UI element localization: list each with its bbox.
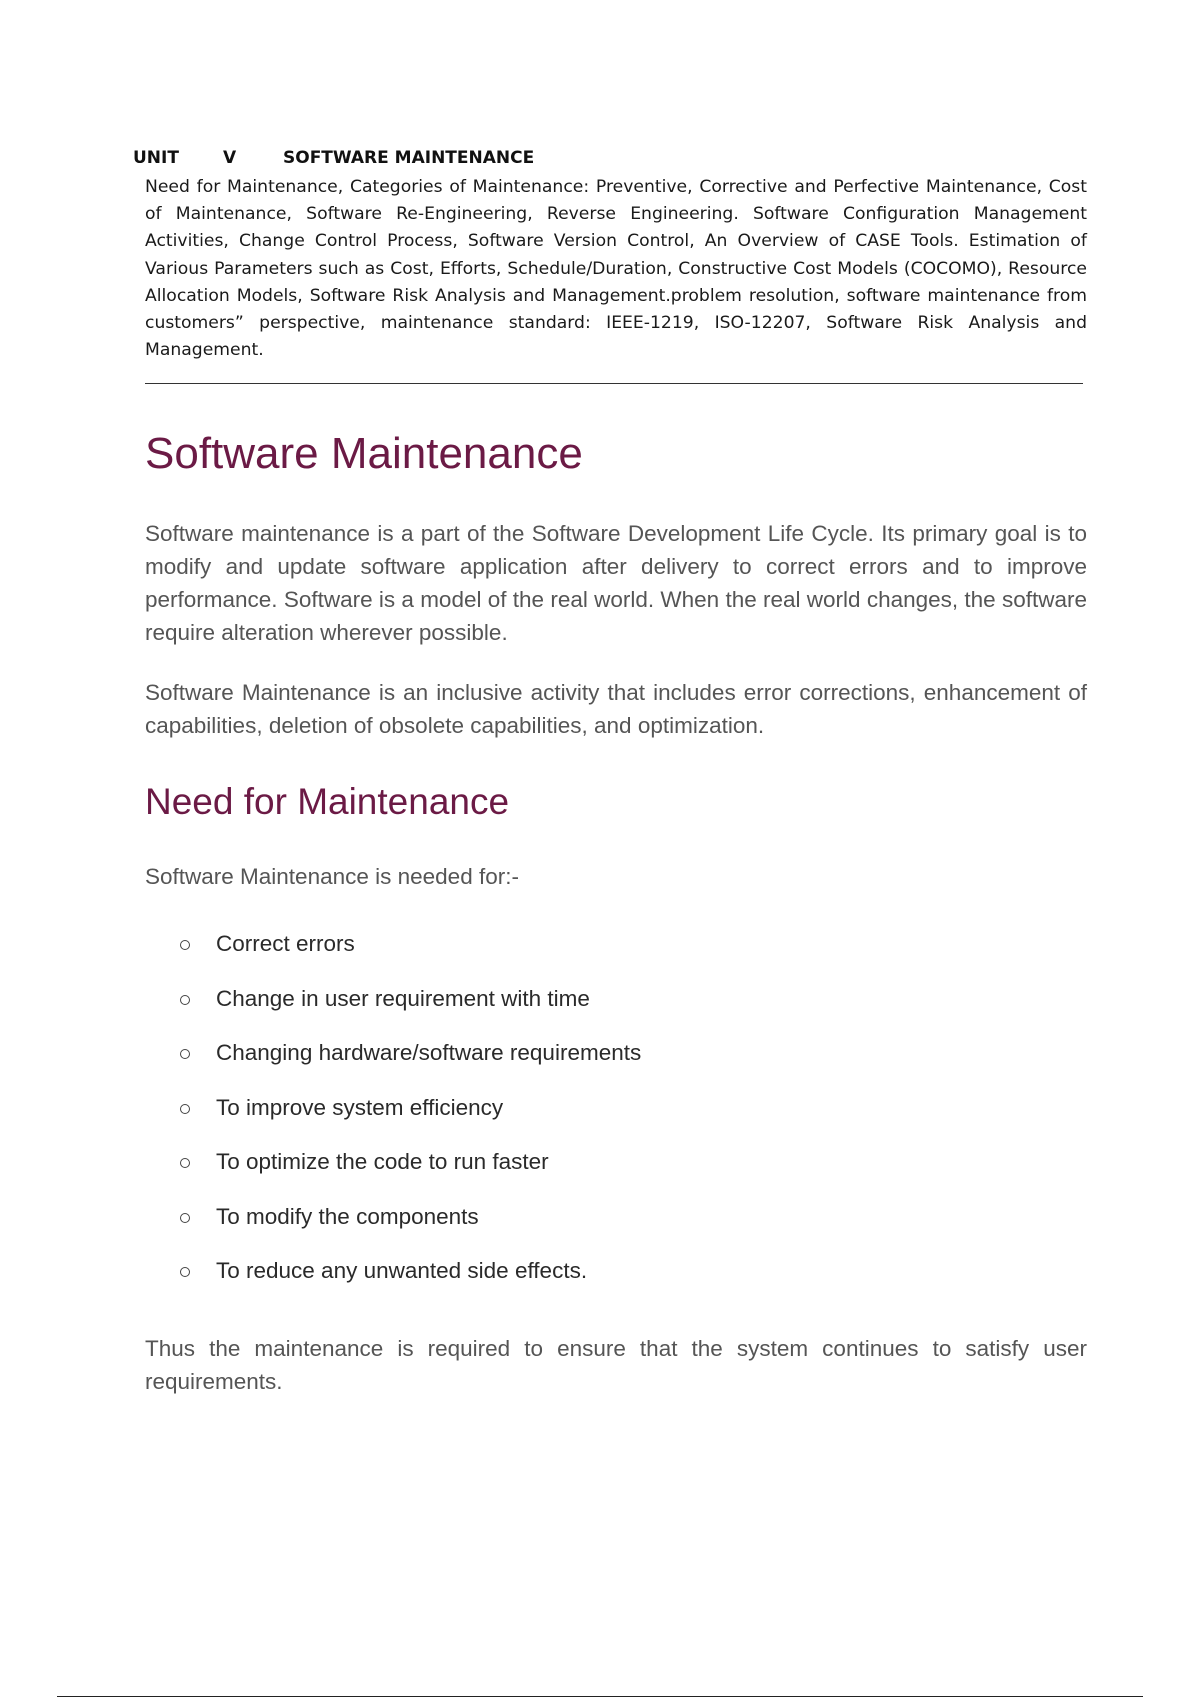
list-item (180, 1036, 641, 1091)
conclusion-paragraph: Thus the maintenance is required to ensure that the system continues to satisfy user requirements. (145, 1336, 1087, 1394)
top-divider (145, 383, 1083, 384)
list-item (180, 1200, 641, 1255)
unit-header (133, 148, 534, 168)
activity-paragraph: Software Maintenance is an inclusive activity that includes error corrections, enhancement of capabilities, deletion of obsolete capabilities, and optimization. (145, 680, 1087, 738)
list-item (180, 927, 641, 982)
definition-paragraph: Software maintenance is a part of the Software Development Life Cycle. Its primary goal is to modify and update software application after delivery to correct errors and to improve performance. Software is a model of the real world. When the real world changes, the software require alteration wherever possible. (145, 521, 1087, 645)
circle-bullet-icon (180, 1213, 190, 1223)
circle-bullet-icon (180, 1267, 190, 1277)
list-item-text: Correct errors (216, 931, 355, 956)
bottom-divider (57, 1696, 1143, 1697)
unit-number: V (223, 148, 237, 168)
list-item (180, 1091, 641, 1146)
section-heading-need-for-maintenance: Need for Maintenance (145, 781, 510, 822)
list-item-text: To modify the components (216, 1203, 479, 1229)
list-item (180, 1254, 641, 1309)
circle-bullet-icon (180, 1158, 190, 1168)
section-heading-software-maintenance: Software Maintenance (145, 429, 583, 478)
syllabus-text: Need for Maintenance, Categories of Maintenance: Preventive, Corrective and Perfective Maintenance, Cost of Maintenance, Software Re-Engineering, Reverse Engineering. Software Configuration Management Activities, Change Control Process, Software Version Control, An Overview of CASE Tools. Estimation of Various Parameters such as Cost, Efforts, Schedule/Duration, Constructive Cost Models (COCOMO), Resource Allocation Models, Software Risk Analysis and Management.problem resolution, software maintenance from customers” perspective, maintenance standard: IEEE-1219, ISO-12207, Software Risk Analysis and Management. (145, 177, 1087, 361)
circle-bullet-icon (180, 995, 190, 1005)
unit-title: SOFTWARE MAINTENANCE (283, 148, 535, 168)
circle-bullet-icon (180, 1049, 190, 1059)
list-item (180, 982, 641, 1037)
list-item-text: Change in user requirement with time (216, 985, 590, 1011)
list-item-text: To optimize the code to run faster (216, 1149, 549, 1174)
unit-label: UNIT (133, 148, 179, 168)
circle-bullet-icon (180, 940, 190, 950)
needs-list (180, 927, 641, 1309)
list-item-text: To reduce any unwanted side effects. (216, 1258, 588, 1283)
needs-intro: Software Maintenance is needed for:- (145, 864, 519, 889)
list-item-text: Changing hardware/software requirements (216, 1040, 642, 1065)
circle-bullet-icon (180, 1104, 190, 1114)
list-item (180, 1145, 641, 1200)
list-item-text: To improve system efficiency (216, 1094, 504, 1120)
